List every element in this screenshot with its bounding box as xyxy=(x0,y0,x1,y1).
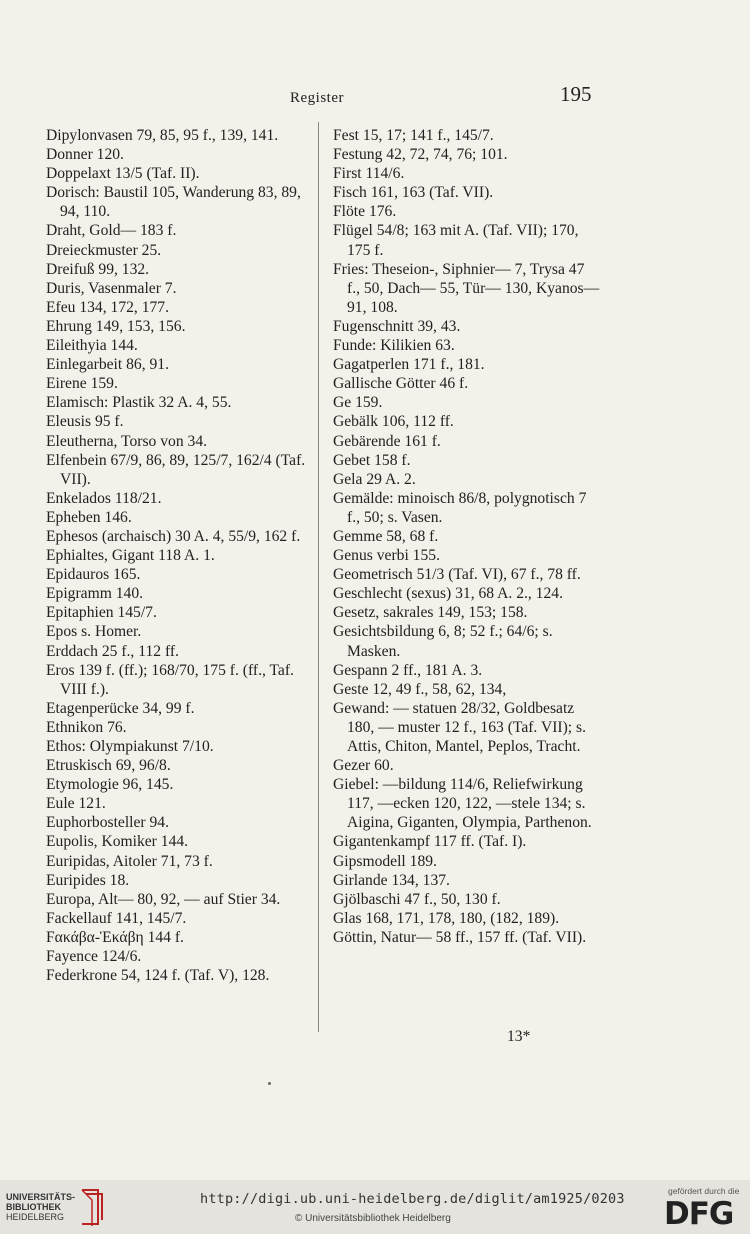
index-entry: Erddach 25 f., 112 ff. xyxy=(46,642,179,660)
index-entry: Ethnikon 76. xyxy=(46,718,127,736)
index-entry: Epitaphien 145/7. xyxy=(46,604,157,622)
index-entry: Geste 12, 49 f., 58, 62, 134, xyxy=(333,680,507,698)
index-entry: Eleusis 95 f. xyxy=(46,413,124,431)
index-entry: Eule 121. xyxy=(46,795,106,813)
index-entry: Geschlecht (sexus) 31, 68 A. 2., 124. xyxy=(333,585,563,603)
dfg-logo[interactable]: DFG xyxy=(664,1196,734,1232)
index-entry: Ehrung 149, 153, 156. xyxy=(46,317,186,335)
index-column-right xyxy=(333,126,601,947)
index-entry: Flöte 176. xyxy=(333,203,397,221)
index-entry: Enkelados 118/21. xyxy=(46,489,162,507)
index-entry: Giebel: —bildung 114/6, Reliefwirkung 117, —ecken 120, 122, —stele 134; s. Aigina, Giganten, Olympia, Parthenon. xyxy=(333,776,592,832)
index-entry: Eros 139 f. (ff.); 168/70, 175 f. (ff., Taf. VIII f.). xyxy=(46,661,294,698)
index-entry: Festung 42, 72, 74, 76; 101. xyxy=(333,146,508,164)
index-entry: Geometrisch 51/3 (Taf. VI), 67 f., 78 ff. xyxy=(333,566,581,584)
stray-dot xyxy=(268,1082,271,1085)
index-entry: Göttin, Natur— 58 ff., 157 ff. (Taf. VII). xyxy=(333,928,587,946)
index-entry: Elfenbein 67/9, 86, 89, 125/7, 162/4 (Taf. VII). xyxy=(46,451,306,488)
index-entry: Gemälde: minoisch 86/8, polygnotisch 7 f., 50; s. Vasen. xyxy=(333,489,587,526)
index-entry: Epheben 146. xyxy=(46,508,132,526)
index-entry: Dipylonvasen 79, 85, 95 f., 139, 141. xyxy=(46,127,279,144)
index-entry: Elamisch: Plastik 32 A. 4, 55. xyxy=(46,394,232,412)
index-entry: Funde: Kilikien 63. xyxy=(333,337,455,355)
index-entry: Gjölbaschi 47 f., 50, 130 f. xyxy=(333,890,501,908)
library-name-line2: BIBLIOTHEK xyxy=(6,1202,61,1212)
index-entry: Dorisch: Baustil 105, Wanderung 83, 89, 94, 110. xyxy=(46,184,301,221)
index-entry: Euripidas, Aitoler 71, 73 f. xyxy=(46,852,213,870)
index-entry: Epos s. Homer. xyxy=(46,623,142,641)
index-entry: Gezer 60. xyxy=(333,757,394,775)
index-entry: Gipsmodell 189. xyxy=(333,852,437,870)
index-entry: Ephesos (archaisch) 30 A. 4, 55/9, 162 f. xyxy=(46,527,301,545)
index-entry: Draht, Gold— 183 f. xyxy=(46,222,177,240)
index-entry: Eupolis, Komiker 144. xyxy=(46,833,189,851)
signature-mark: 13* xyxy=(507,1028,531,1045)
index-entry: Doppelaxt 13/5 (Taf. II). xyxy=(46,165,200,183)
index-entry: Euripides 18. xyxy=(46,871,130,889)
index-entry: Etymologie 96, 145. xyxy=(46,776,174,794)
index-entry: Dreifuß 99, 132. xyxy=(46,260,150,278)
index-entry: Eleutherna, Torso von 34. xyxy=(46,432,208,450)
index-entry: Donner 120. xyxy=(46,146,124,164)
index-entry: Eileithyia 144. xyxy=(46,337,138,355)
index-entry: Fayence 124/6. xyxy=(46,948,142,966)
index-entry: Genus verbi 155. xyxy=(333,547,440,565)
index-entry: Gebärende 161 f. xyxy=(333,432,441,450)
index-entry: Fugenschnitt 39, 43. xyxy=(333,317,461,335)
index-entry: Etagenperücke 34, 99 f. xyxy=(46,699,195,717)
index-entry: Eirene 159. xyxy=(46,375,118,393)
index-column-left xyxy=(46,126,316,985)
funding-note: gefördert durch die xyxy=(668,1186,740,1196)
index-entry: Epidauros 165. xyxy=(46,566,141,584)
index-entry: Dreieckmuster 25. xyxy=(46,241,162,259)
index-entry: Euphorbosteller 94. xyxy=(46,814,169,832)
index-entry: Europa, Alt— 80, 92, — auf Stier 34. xyxy=(46,890,281,908)
index-entry: Etruskisch 69, 96/8. xyxy=(46,757,171,775)
index-entry: Gewand: — statuen 28/32, Goldbesatz 180, — muster 12 f., 163 (Taf. VII); s. Attis, Chiton, Mantel, Peplos, Tracht. xyxy=(333,699,586,755)
index-entry: Duris, Vasenmaler 7. xyxy=(46,279,177,297)
index-entry: Gesetz, sakrales 149, 153; 158. xyxy=(333,604,528,622)
index-entry: Gemme 58, 68 f. xyxy=(333,527,439,545)
index-entry: Fackellauf 141, 145/7. xyxy=(46,909,187,927)
index-entry: Fest 15, 17; 141 f., 145/7. xyxy=(333,127,494,144)
index-entry: Gebet 158 f. xyxy=(333,451,411,469)
column-divider xyxy=(318,122,319,1032)
index-entry: Ge 159. xyxy=(333,394,383,412)
index-entry: Fries: Theseion-, Siphnier— 7, Trysa 47 f., 50, Dach— 55, Tür— 130, Kyanos— 91, 108. xyxy=(333,260,600,316)
copyright-notice: © Universitätsbibliothek Heidelberg xyxy=(295,1213,451,1224)
index-entry: Einlegarbeit 86, 91. xyxy=(46,356,169,374)
library-logo[interactable] xyxy=(6,1192,75,1222)
page-number: 195 xyxy=(560,82,592,106)
index-entry: Flügel 54/8; 163 mit A. (Taf. VII); 170, 175 f. xyxy=(333,222,579,259)
running-header: Register xyxy=(290,90,344,106)
library-name-line3: HEIDELBERG xyxy=(6,1212,65,1222)
permalink-url[interactable]: http://digi.ub.uni-heidelberg.de/diglit/am1925/0203 xyxy=(200,1191,625,1207)
index-entry: Gespann 2 ff., 181 A. 3. xyxy=(333,661,483,679)
index-entry: Ethos: Olympiakunst 7/10. xyxy=(46,738,214,755)
library-name-line1: UNIVERSITÄTS- xyxy=(6,1192,76,1202)
index-entry: Ϝακάβα-Ἑκάβη 144 f. xyxy=(46,928,184,946)
index-entry: Ephialtes, Gigant 118 A. 1. xyxy=(46,547,215,565)
index-entry: Gigantenkampf 117 ff. (Taf. I). xyxy=(333,833,527,851)
index-entry: Gallische Götter 46 f. xyxy=(333,375,469,393)
index-entry: Girlande 134, 137. xyxy=(333,871,450,889)
index-entry: Fisch 161, 163 (Taf. VII). xyxy=(333,184,494,202)
index-entry: Glas 168, 171, 178, 180, (182, 189). xyxy=(333,909,560,927)
index-entry: Federkrone 54, 124 f. (Taf. V), 128. xyxy=(46,967,270,985)
index-entry: First 114/6. xyxy=(333,165,405,183)
library-emblem-icon xyxy=(78,1186,104,1228)
footer-bar xyxy=(0,1180,750,1234)
index-entry: Gagatperlen 171 f., 181. xyxy=(333,356,485,374)
index-entry: Efeu 134, 172, 177. xyxy=(46,298,169,316)
index-entry: Gebälk 106, 112 ff. xyxy=(333,413,454,431)
index-entry: Gesichtsbildung 6, 8; 52 f.; 64/6; s. Masken. xyxy=(333,623,553,660)
index-entry: Epigramm 140. xyxy=(46,585,144,603)
index-entry: Gela 29 A. 2. xyxy=(333,470,416,488)
